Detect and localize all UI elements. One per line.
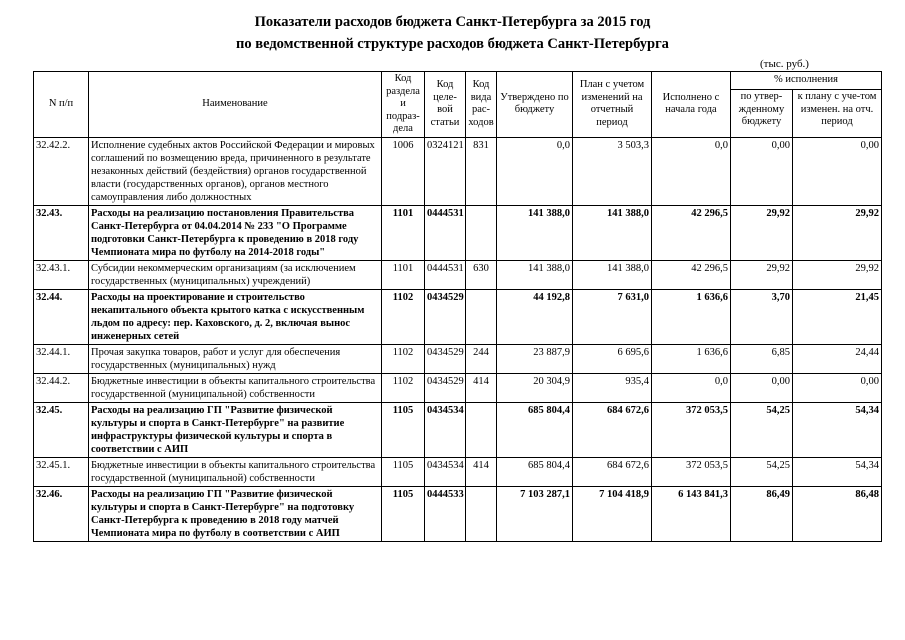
row-code-target: 0434529 [425, 373, 466, 402]
row-code-type: 831 [466, 137, 497, 205]
row-plan: 3 503,3 [573, 137, 652, 205]
row-executed: 42 296,5 [652, 205, 731, 260]
col-code-target: Код целе-вой статьи [425, 72, 466, 138]
table-row [34, 137, 882, 205]
row-code-type [466, 205, 497, 260]
table-row [34, 289, 882, 344]
row-num: 32.44. [34, 289, 89, 344]
row-plan: 141 388,0 [573, 260, 652, 289]
row-code-type: 244 [466, 344, 497, 373]
row-executed: 372 053,5 [652, 457, 731, 486]
row-pct-budget: 0,00 [731, 137, 793, 205]
col-executed: Исполнено с начала года [652, 72, 731, 138]
row-code-section: 1101 [382, 260, 425, 289]
row-plan: 684 672,6 [573, 402, 652, 457]
row-name: Бюджетные инвестиции в объекты капитального строительства государственной (муниципальной) собственности [89, 457, 382, 486]
row-pct-plan: 29,92 [793, 260, 882, 289]
table-row [34, 205, 882, 260]
row-name: Субсидии некоммерческим организациям (за исключением государственных (муниципальных) учреждений) [89, 260, 382, 289]
row-code-type: 414 [466, 373, 497, 402]
row-name: Расходы на реализацию постановления Правительства Санкт-Петербурга от 04.04.2014 № 233 "О Программе подготовки Санкт-Петербурга к проведению в 2018 году Чемпионата мира по футболу на 2014-2018 годы" [89, 205, 382, 260]
col-pct-budget: по утвер-жденному бюджету [731, 90, 793, 137]
row-code-type [466, 289, 497, 344]
row-code-section: 1006 [382, 137, 425, 205]
row-executed: 42 296,5 [652, 260, 731, 289]
col-num: N п/п [34, 72, 89, 138]
row-code-section: 1105 [382, 457, 425, 486]
row-executed: 372 053,5 [652, 402, 731, 457]
report-title: Показатели расходов бюджета Санкт-Петербурга за 2015 год [254, 14, 651, 30]
table-body [34, 137, 882, 541]
row-code-type [466, 402, 497, 457]
row-code-target: 0324121 [425, 137, 466, 205]
row-code-section: 1105 [382, 486, 425, 541]
table-row [34, 457, 882, 486]
row-pct-plan: 0,00 [793, 137, 882, 205]
row-code-type [466, 486, 497, 541]
row-pct-budget: 29,92 [731, 260, 793, 289]
col-pct-plan: к плану с уче-том изменен. на отч. период [793, 90, 882, 137]
row-approved: 7 103 287,1 [497, 486, 573, 541]
row-num: 32.43. [34, 205, 89, 260]
row-pct-budget: 0,00 [731, 373, 793, 402]
row-name: Бюджетные инвестиции в объекты капитального строительства государственной (муниципальной) собственности [89, 373, 382, 402]
row-approved: 0,0 [497, 137, 573, 205]
row-pct-plan: 54,34 [793, 402, 882, 457]
row-pct-plan: 54,34 [793, 457, 882, 486]
row-code-section: 1105 [382, 402, 425, 457]
row-approved: 44 192,8 [497, 289, 573, 344]
table-row [34, 260, 882, 289]
row-pct-plan: 29,92 [793, 205, 882, 260]
row-pct-budget: 3,70 [731, 289, 793, 344]
row-num: 32.46. [34, 486, 89, 541]
row-code-section: 1102 [382, 344, 425, 373]
row-num: 32.42.2. [34, 137, 89, 205]
row-pct-budget: 86,49 [731, 486, 793, 541]
row-num: 32.45. [34, 402, 89, 457]
row-name: Расходы на реализацию ГП "Развитие физической культуры и спорта в Санкт-Петербурге" на подготовку Санкт-Петербурга к проведению в 2018 году матчей Чемпионата мира по футболу в соответствии с АИП [89, 486, 382, 541]
row-plan: 141 388,0 [573, 205, 652, 260]
row-code-target: 0434534 [425, 457, 466, 486]
row-code-type: 414 [466, 457, 497, 486]
row-approved: 23 887,9 [497, 344, 573, 373]
row-name: Расходы на проектирование и строительство некапитального объекта крытого катка с искусственным льдом по адресу: пер. Каховского, д. 2, включая вынос инженерных сетей [89, 289, 382, 344]
row-executed: 0,0 [652, 137, 731, 205]
row-pct-budget: 6,85 [731, 344, 793, 373]
row-pct-budget: 54,25 [731, 402, 793, 457]
row-plan: 7 104 418,9 [573, 486, 652, 541]
row-pct-plan: 21,45 [793, 289, 882, 344]
row-name: Исполнение судебных актов Российской Федерации и мировых соглашений по возмещению вреда, причиненного в результате незаконных действий (бездействия) органов государственной власти (государственных органов), органов местного самоуправления либо должностных [89, 137, 382, 205]
table-row [34, 373, 882, 402]
row-code-target: 0434534 [425, 402, 466, 457]
row-approved: 141 388,0 [497, 205, 573, 260]
col-percent-group: % исполнения [731, 72, 882, 90]
row-code-section: 1102 [382, 373, 425, 402]
table-row [34, 344, 882, 373]
row-executed: 1 636,6 [652, 289, 731, 344]
row-plan: 684 672,6 [573, 457, 652, 486]
row-plan: 7 631,0 [573, 289, 652, 344]
row-executed: 0,0 [652, 373, 731, 402]
row-code-target: 0444531 [425, 260, 466, 289]
row-pct-budget: 54,25 [731, 457, 793, 486]
col-code-section: Код раздела и подраз-дела [382, 72, 425, 138]
row-name: Прочая закупка товаров, работ и услуг для обеспечения государственных (муниципальных) нужд [89, 344, 382, 373]
row-num: 32.44.1. [34, 344, 89, 373]
row-approved: 141 388,0 [497, 260, 573, 289]
row-num: 32.45.1. [34, 457, 89, 486]
row-name: Расходы на реализацию ГП "Развитие физической культуры и спорта в Санкт-Петербурге" на развитие инфраструктуры физической культуры и спорта в соответствии с АИП [89, 402, 382, 457]
row-pct-budget: 29,92 [731, 205, 793, 260]
budget-table [33, 71, 882, 542]
row-code-section: 1101 [382, 205, 425, 260]
row-executed: 1 636,6 [652, 344, 731, 373]
row-pct-plan: 24,44 [793, 344, 882, 373]
row-code-target: 0444533 [425, 486, 466, 541]
row-plan: 6 695,6 [573, 344, 652, 373]
row-num: 32.44.2. [34, 373, 89, 402]
row-code-section: 1102 [382, 289, 425, 344]
row-pct-plan: 86,48 [793, 486, 882, 541]
row-code-type: 630 [466, 260, 497, 289]
col-code-type: Код вида рас-ходов [466, 72, 497, 138]
col-name: Наименование [89, 72, 382, 138]
table-row [34, 486, 882, 541]
row-approved: 685 804,4 [497, 457, 573, 486]
row-code-target: 0434529 [425, 344, 466, 373]
row-approved: 20 304,9 [497, 373, 573, 402]
unit-label: (тыс. руб.) [760, 58, 809, 70]
row-plan: 935,4 [573, 373, 652, 402]
row-executed: 6 143 841,3 [652, 486, 731, 541]
row-code-target: 0444531 [425, 205, 466, 260]
col-approved: Утверждено по бюджету [497, 72, 573, 138]
table-row [34, 402, 882, 457]
row-approved: 685 804,4 [497, 402, 573, 457]
col-plan: План с учетом изменений на отчетный период [573, 72, 652, 138]
row-code-target: 0434529 [425, 289, 466, 344]
row-num: 32.43.1. [34, 260, 89, 289]
report-subtitle: по ведомственной структуре расходов бюджета Санкт-Петербурга [236, 36, 669, 52]
header-row [34, 72, 882, 90]
row-pct-plan: 0,00 [793, 373, 882, 402]
